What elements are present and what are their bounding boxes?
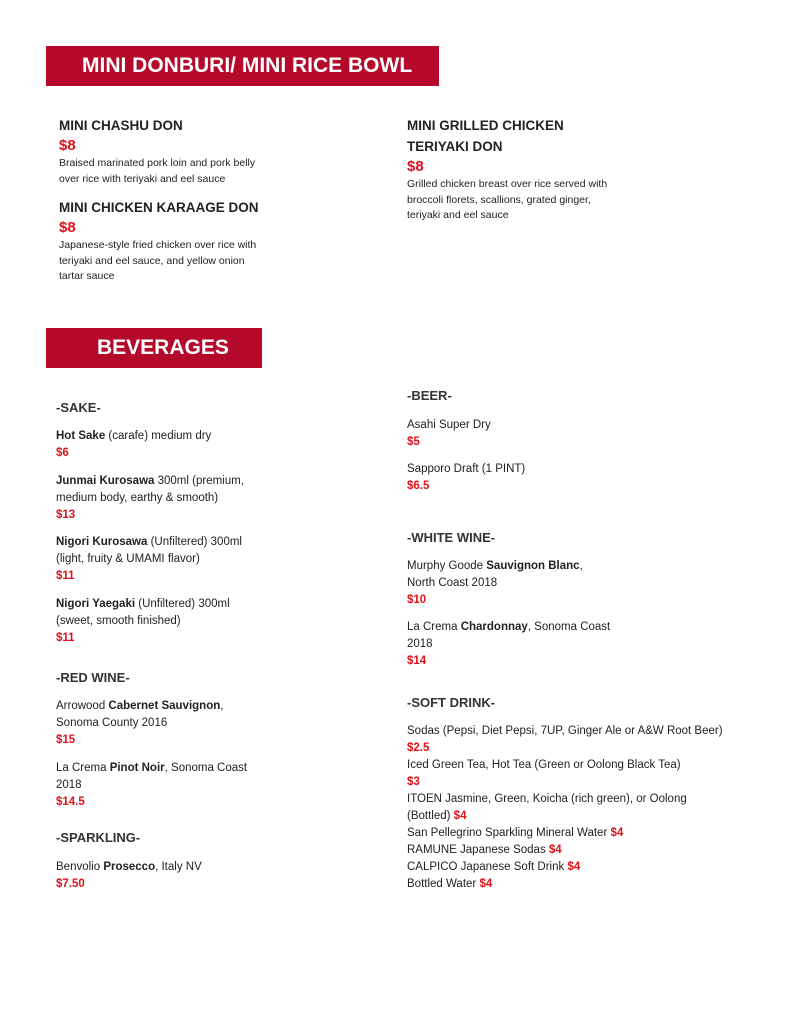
dish-description-line: broccoli florets, scallions, grated ginger,	[407, 193, 591, 206]
beverage-name: Asahi Super Dry	[407, 419, 491, 431]
beverage-name-post: , Sonoma Coast	[164, 762, 248, 774]
beverage-line-ramune	[407, 842, 747, 859]
dish-description-line: teriyaki and eel sauce	[407, 209, 509, 221]
beverage-name-pre: La Crema	[407, 621, 461, 633]
beverage-name-bold: Hot Sake	[56, 430, 106, 442]
beverage-name	[56, 760, 356, 777]
beverage-item-sapporo	[407, 461, 737, 495]
beverage-name: San Pellegrino Sparkling Mineral Water	[407, 827, 611, 839]
beverage-price: $14.5	[56, 796, 85, 808]
beverage-price: $13	[56, 509, 76, 521]
beverage-name: Bottled Water	[407, 878, 480, 890]
section-title-donburi: MINI DONBURI/ MINI RICE BOWL	[82, 54, 413, 77]
beverage-price: $10	[407, 594, 427, 606]
beverage-name	[56, 534, 356, 551]
beverage-item-lacrema-pinot	[56, 760, 356, 811]
beverage-price: $4	[479, 878, 493, 890]
beverage-detail: Sonoma County 2016	[56, 717, 168, 729]
beverage-name-post: , Sonoma Coast	[527, 621, 611, 633]
beverage-name-bold: Junmai Kurosawa	[56, 475, 155, 487]
dish-description-line: Braised marinated pork loin and pork belly	[59, 157, 256, 169]
beverage-name	[56, 596, 356, 613]
beverage-name-rest: 300ml (premium,	[154, 475, 244, 487]
beverage-price: $2.5	[407, 742, 430, 754]
beverage-detail: 2018	[56, 779, 82, 791]
beverage-name-bold: Prosecco	[103, 861, 156, 873]
beverage-name	[56, 698, 356, 715]
dish-name: MINI CHASHU DON	[59, 118, 183, 133]
beverage-name: Sodas (Pepsi, Diet Pepsi, 7UP, Ginger Ale or A&W Root Beer)	[407, 725, 723, 737]
beverage-name-rest: (carafe) medium dry	[105, 430, 212, 442]
dish-description-line: teriyaki and eel sauce, and yellow onion	[59, 254, 245, 267]
dish-description	[407, 177, 707, 224]
beverage-price: $3	[407, 776, 420, 788]
menu-item-chashu-don	[59, 115, 359, 187]
dish-price: $8	[407, 158, 424, 175]
beverage-detail	[407, 808, 747, 825]
beverage-name-rest: (Unfiltered) 300ml	[135, 598, 230, 610]
beverage-item-murphy-goode	[407, 558, 737, 609]
category-heading-red-wine: -RED WINE-	[56, 670, 130, 685]
beverage-name-post: , Italy NV	[155, 861, 202, 873]
beverage-name	[56, 473, 356, 490]
beverage-price: $4	[610, 827, 624, 839]
beverage-name: RAMUNE Japanese Sodas	[407, 844, 549, 856]
beverage-name	[56, 428, 356, 445]
dish-description-line: Japanese-style fried chicken over rice with	[59, 239, 257, 251]
beverage-detail: North Coast 2018	[407, 577, 498, 589]
beverage-item-lacrema-chardonnay	[407, 619, 737, 670]
beverage-name-post: ,	[220, 700, 224, 712]
beverage-name-bold: Chardonnay	[460, 621, 528, 633]
category-heading-soft-drink: -SOFT DRINK-	[407, 695, 496, 710]
category-heading-beer: -BEER-	[407, 388, 452, 403]
beverage-price: $11	[56, 570, 75, 582]
beverage-detail: (light, fruity & UMAMI flavor)	[56, 553, 200, 565]
section-banner-donburi	[46, 46, 439, 86]
beverage-name-post: ,	[579, 560, 583, 572]
beverage-price: $4	[567, 861, 581, 873]
beverage-item-nigori-kurosawa	[56, 534, 356, 585]
beverage-price: $14	[407, 655, 427, 667]
beverage-name-bold: Nigori Kurosawa	[56, 536, 148, 548]
beverage-item-benvolio-prosecco	[56, 859, 356, 893]
beverage-name-bold: Sauvignon Blanc	[486, 560, 580, 572]
category-heading-white-wine: -WHITE WINE-	[407, 530, 496, 545]
beverage-price: $4	[453, 810, 467, 822]
beverage-item-nigori-yaegaki	[56, 596, 356, 647]
beverage-name-bold: Nigori Yaegaki	[56, 598, 136, 610]
dish-name: MINI CHICKEN KARAAGE DON	[59, 200, 259, 215]
beverage-price: $6	[56, 447, 69, 459]
dish-description-line: tartar sauce	[59, 270, 115, 282]
beverage-detail: (sweet, smooth finished)	[56, 615, 181, 627]
beverage-name: ITOEN Jasmine, Green, Koicha (rich green), or Oolong	[407, 793, 687, 805]
beverage-detail: medium body, earthy & smooth)	[56, 492, 219, 504]
beverage-line-bottled-water	[407, 876, 747, 893]
beverage-price: $4	[548, 844, 562, 856]
dish-description	[59, 156, 359, 187]
dish-description	[59, 238, 359, 285]
beverage-item-junmai-kurosawa	[56, 473, 356, 524]
beverage-price: $7.50	[56, 878, 85, 890]
beverage-name	[56, 859, 356, 876]
beverage-name-pre: Arrowood	[56, 700, 109, 712]
section-title-beverages: BEVERAGES	[97, 336, 229, 359]
menu-item-teriyaki-don	[407, 115, 707, 224]
beverage-name: Iced Green Tea, Hot Tea (Green or Oolong Black Tea)	[407, 759, 681, 771]
soft-drink-list	[407, 723, 747, 893]
dish-description-line: over rice with teriyaki and eel sauce	[59, 172, 226, 185]
dish-price: $8	[59, 219, 76, 236]
beverage-name: Sapporo Draft (1 PINT)	[407, 463, 526, 475]
category-heading-sparkling: -SPARKLING-	[56, 830, 141, 845]
beverage-name-pre: Benvolio	[56, 861, 104, 873]
beverage-name	[407, 619, 737, 636]
beverage-name-pre: La Crema	[56, 762, 110, 774]
beverage-name: CALPICO Japanese Soft Drink	[407, 861, 568, 873]
beverage-line-calpico	[407, 859, 747, 876]
beverage-item-hot-sake	[56, 428, 356, 462]
beverage-name	[407, 558, 737, 575]
beverage-price: $11	[56, 632, 75, 644]
section-banner-beverages	[46, 328, 262, 368]
beverage-price: $5	[407, 436, 420, 448]
beverage-price: $6.5	[407, 480, 430, 492]
dish-name: MINI GRILLED CHICKEN	[407, 118, 564, 133]
beverage-line-pellegrino	[407, 825, 747, 842]
beverage-detail: 2018	[407, 638, 433, 650]
beverage-item-asahi	[407, 417, 737, 451]
category-heading-sake: -SAKE-	[56, 400, 101, 415]
dish-name: TERIYAKI DON	[407, 139, 503, 154]
beverage-item-arrowood-cabernet	[56, 698, 356, 749]
beverage-name-pre: Murphy Goode	[407, 560, 487, 572]
beverage-name-bold: Pinot Noir	[109, 762, 165, 774]
beverage-name-rest: (Unfiltered) 300ml	[147, 536, 242, 548]
beverage-price: $15	[56, 734, 76, 746]
beverage-detail-text: (Bottled)	[407, 810, 454, 822]
dish-description-line: Grilled chicken breast over rice served with	[407, 178, 608, 190]
dish-price: $8	[59, 137, 76, 154]
menu-item-karaage-don	[59, 197, 359, 285]
beverage-name-bold: Cabernet Sauvignon	[108, 700, 221, 712]
